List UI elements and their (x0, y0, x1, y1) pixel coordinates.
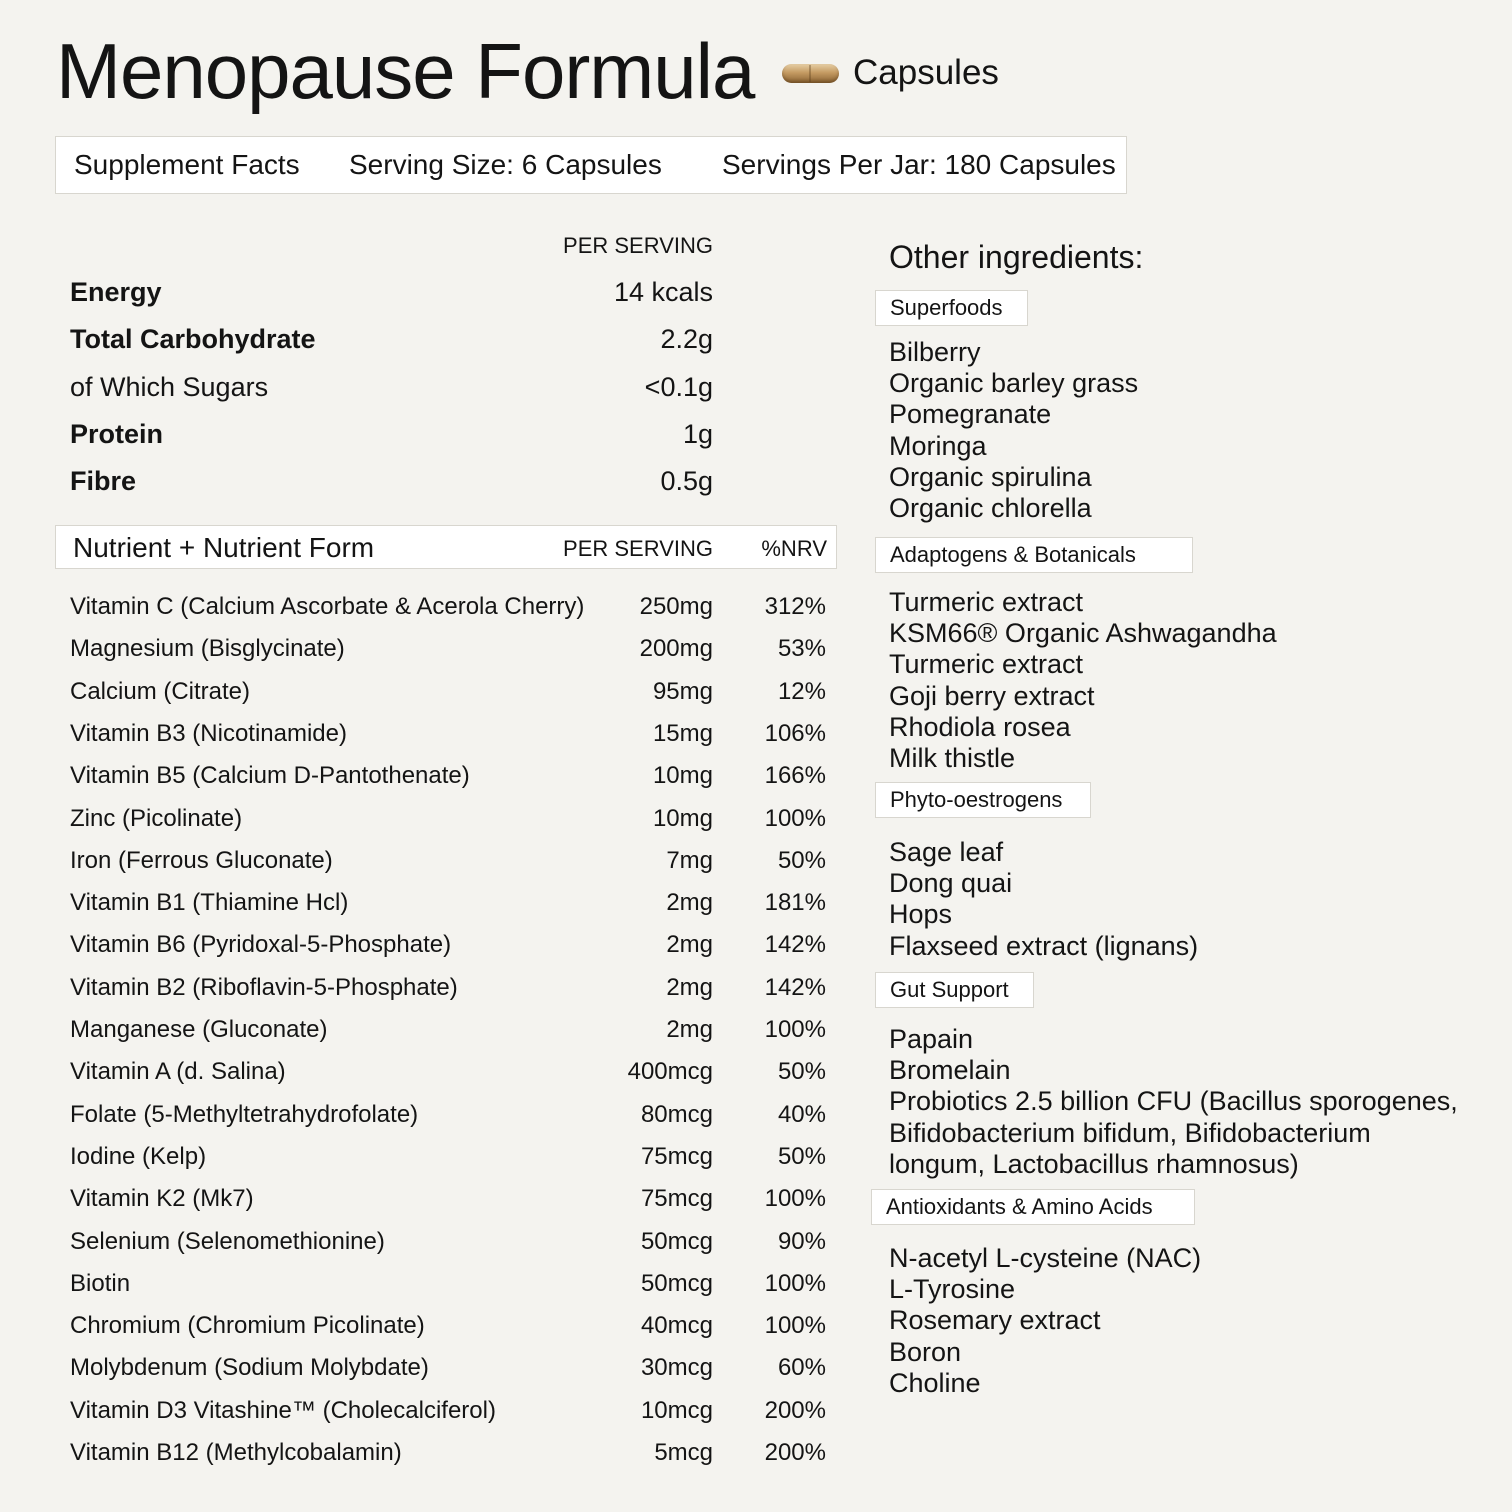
macro-row (70, 414, 713, 454)
table-row (70, 841, 826, 881)
nutrient-name: Vitamin B3 (Nicotinamide) (70, 719, 347, 747)
macro-row (70, 367, 713, 407)
nutrient-name: Manganese (Gluconate) (70, 1016, 328, 1043)
nutrient-nrv: 200% (764, 1396, 826, 1424)
nutrient-amount: 30mcg (640, 1354, 713, 1382)
nutrient-name: Vitamin C (Calcium Ascorbate & Acerola Cherry) (70, 593, 585, 620)
category-label: Phyto-oestrogens (875, 782, 1091, 818)
macro-row (70, 272, 713, 312)
list-item: Milk thistle (889, 743, 1016, 774)
list-item: Bifidobacterium bifidum, Bifidobacterium (889, 1117, 1371, 1148)
nutrient-nrv: 100% (764, 1185, 826, 1213)
table-row (70, 1052, 826, 1092)
nutrient-nrv: 166% (764, 762, 826, 790)
nutrient-nrv: 100% (764, 1016, 826, 1043)
table-row (70, 1348, 826, 1388)
nutrient-amount: 250mg (639, 593, 713, 620)
ingredient-list (889, 1024, 1469, 1180)
macro-label: of Which Sugars (70, 372, 269, 402)
macro-label: Total Carbohydrate (70, 324, 316, 354)
list-item: Turmeric extract (889, 649, 1084, 680)
nutrient-table-header (55, 525, 837, 569)
nutrient-header-per-serving: PER SERVING (563, 536, 713, 561)
format-label: Capsules (853, 53, 999, 92)
nutrient-nrv: 142% (764, 931, 826, 959)
capsule-icon (782, 64, 839, 83)
nutrient-name: Folate (5-Methyltetrahydrofolate) (70, 1100, 419, 1128)
table-row (70, 672, 826, 712)
list-item: Bilberry (889, 337, 981, 367)
table-row (70, 629, 826, 669)
table-row (70, 587, 826, 627)
nutrient-nrv: 50% (777, 1142, 826, 1170)
table-row (70, 1179, 826, 1219)
list-item: Turmeric extract (889, 587, 1084, 617)
supplement-facts-label: Supplement Facts (74, 149, 300, 180)
macro-value: 14 kcals (613, 277, 713, 307)
nutrient-amount: 2mg (666, 931, 713, 959)
list-item: L-Tyrosine (889, 1274, 1016, 1305)
nutrient-name: Magnesium (Bisglycinate) (70, 635, 345, 663)
nutrient-name: Vitamin B2 (Riboflavin-5-Phosphate) (70, 973, 458, 1001)
macro-row (70, 461, 713, 501)
table-row (70, 1010, 826, 1050)
nutrient-nrv: 200% (764, 1439, 826, 1466)
nutrient-amount: 50mcg (640, 1269, 713, 1297)
nutrient-name: Biotin (70, 1269, 131, 1297)
nutrient-name: Vitamin B5 (Calcium D-Pantothenate) (70, 762, 470, 790)
nutrient-amount: 10mcg (640, 1396, 713, 1424)
list-item: Rosemary extract (889, 1305, 1101, 1336)
macro-value: <0.1g (644, 372, 713, 402)
nutrient-nrv: 312% (764, 593, 826, 620)
nutrient-amount: 75mcg (640, 1142, 713, 1170)
nutrient-amount: 2mg (666, 973, 713, 1001)
list-item: KSM66® Organic Ashwagandha (889, 618, 1277, 649)
list-item: Boron (889, 1336, 962, 1367)
ingredient-list (889, 337, 1469, 524)
nutrient-amount: 10mg (652, 762, 713, 790)
ingredient-list (889, 1243, 1469, 1399)
table-row (70, 883, 826, 923)
nutrient-name: Vitamin A (d. Salina) (70, 1058, 286, 1086)
table-row (70, 756, 826, 796)
macro-row (70, 319, 713, 359)
list-item: Moringa (889, 430, 987, 461)
table-row (70, 1095, 826, 1135)
category-label: Antioxidants & Amino Acids (871, 1189, 1195, 1225)
supplement-facts-bar (55, 136, 1127, 194)
list-item: Organic spirulina (889, 461, 1092, 492)
nutrient-nrv: 50% (777, 1058, 826, 1086)
nutrient-amount: 95mg (652, 677, 713, 705)
macros-column-header: PER SERVING (563, 233, 713, 258)
nutrient-name: Vitamin B12 (Methylcobalamin) (70, 1439, 402, 1466)
table-row (70, 1264, 826, 1304)
list-item: Organic barley grass (889, 368, 1139, 399)
nutrient-amount: 10mg (652, 804, 713, 832)
nutrient-nrv: 53% (777, 635, 826, 663)
nutrient-name: Vitamin B1 (Thiamine Hcl) (70, 889, 349, 917)
nutrient-amount: 2mg (666, 889, 713, 917)
table-row (70, 799, 826, 839)
other-ingredients-title: Other ingredients: (889, 239, 1144, 275)
ingredient-list (889, 837, 1469, 962)
list-item: Papain (889, 1024, 974, 1054)
macro-value: 1g (682, 419, 713, 449)
category-label: Adaptogens & Botanicals (875, 537, 1193, 573)
nutrient-name: Selenium (Selenomethionine) (70, 1227, 385, 1255)
list-item: Flaxseed extract (lignans) (889, 930, 1199, 961)
nutrient-name: Vitamin B6 (Pyridoxal-5-Phosphate) (70, 931, 452, 959)
list-item: Organic chlorella (889, 493, 1092, 524)
macro-label: Protein (70, 419, 164, 449)
nutrient-amount: 200mg (639, 635, 713, 663)
nutrient-amount: 2mg (666, 1016, 713, 1043)
list-item: N-acetyl L-cysteine (NAC) (889, 1243, 1202, 1273)
nutrient-nrv: 60% (777, 1354, 826, 1382)
nutrient-amount: 15mg (652, 719, 713, 747)
nutrient-name: Iron (Ferrous Gluconate) (70, 846, 333, 874)
table-row (70, 714, 826, 754)
nutrient-nrv: 90% (777, 1227, 826, 1255)
nutrient-nrv: 106% (764, 719, 826, 747)
macro-label: Energy (70, 277, 162, 307)
macro-value: 2.2g (660, 324, 713, 354)
nutrient-nrv: 12% (777, 677, 826, 705)
nutrient-name: Vitamin D3 Vitashine™ (Cholecalciferol) (70, 1396, 496, 1424)
list-item: Hops (889, 899, 953, 930)
table-row (70, 1222, 826, 1262)
nutrient-name: Iodine (Kelp) (70, 1142, 207, 1170)
nutrient-amount: 7mg (666, 846, 713, 874)
nutrient-name: Molybdenum (Sodium Molybdate) (70, 1354, 429, 1382)
nutrient-name: Calcium (Citrate) (70, 677, 251, 705)
nutrient-nrv: 100% (764, 1312, 826, 1340)
nutrient-header-nrv: %NRV (761, 536, 827, 561)
list-item: Probiotics 2.5 billion CFU (Bacillus sporogenes, (889, 1086, 1458, 1117)
nutrient-nrv: 40% (777, 1100, 826, 1128)
nutrient-name: Chromium (Chromium Picolinate) (70, 1312, 425, 1340)
table-row (70, 1306, 826, 1346)
table-row (70, 1433, 826, 1473)
table-row (70, 1391, 826, 1431)
nutrient-nrv: 142% (764, 973, 826, 1001)
servings-per-jar: Servings Per Jar: 180 Capsules (722, 149, 1116, 180)
nutrient-amount: 5mcg (654, 1439, 713, 1466)
list-item: longum, Lactobacillus rhamnosus) (889, 1148, 1299, 1179)
table-row (70, 1137, 826, 1177)
table-row (70, 925, 826, 965)
macro-label: Fibre (70, 466, 137, 496)
nutrient-nrv: 100% (764, 1269, 826, 1297)
list-item: Bromelain (889, 1055, 1011, 1086)
list-item: Sage leaf (889, 837, 1004, 867)
list-item: Rhodiola rosea (889, 711, 1071, 742)
nutrient-amount: 50mcg (640, 1227, 713, 1255)
ingredient-list (889, 587, 1469, 774)
table-row (70, 968, 826, 1008)
nutrient-nrv: 50% (777, 846, 826, 874)
category-label: Superfoods (875, 290, 1028, 326)
list-item: Pomegranate (889, 399, 1052, 430)
nutrient-amount: 80mcg (640, 1100, 713, 1128)
nutrient-nrv: 181% (764, 889, 826, 917)
nutrient-amount: 400mcg (627, 1058, 713, 1086)
list-item: Dong quai (889, 868, 1013, 899)
nutrient-nrv: 100% (764, 804, 826, 832)
serving-size: Serving Size: 6 Capsules (349, 149, 662, 180)
nutrient-amount: 40mcg (640, 1312, 713, 1340)
nutrient-header-label: Nutrient + Nutrient Form (73, 532, 375, 563)
nutrient-amount: 75mcg (640, 1185, 713, 1213)
macro-value: 0.5g (660, 466, 713, 496)
category-label: Gut Support (875, 972, 1034, 1008)
nutrient-name: Zinc (Picolinate) (70, 804, 243, 832)
nutrient-name: Vitamin K2 (Mk7) (70, 1185, 254, 1213)
page-title: Menopause Formula (56, 27, 755, 115)
list-item: Choline (889, 1367, 981, 1398)
list-item: Goji berry extract (889, 680, 1095, 711)
